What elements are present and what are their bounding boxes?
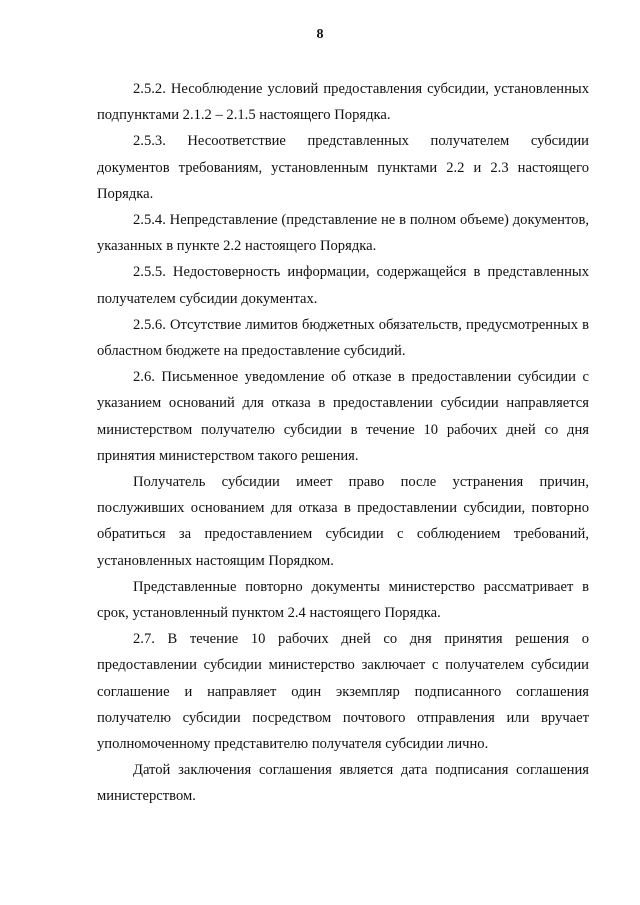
paragraph-agreement-date: Датой заключения соглашения является дата подписания соглашения министерством.: [97, 762, 589, 805]
paragraph-2-5-4: 2.5.4. Непредставление (представление не в полном объеме) документов, указанных в пункте 2.2 настоящего Порядка.: [97, 212, 589, 255]
page-number: 8: [316, 27, 324, 42]
paragraph-2-5-2: 2.5.2. Несоблюдение условий предоставления субсидии, установленных подпунктами 2.1.2 – 2.1.5 настоящего Порядка.: [97, 81, 589, 124]
paragraph-2-7: 2.7. В течение 10 рабочих дней со дня принятия решения о предоставлении субсидии министерство заключает с получателем субсидии соглашение и направляет один экземпляр подписанного соглашения получателю субсидии посредством почтового отправления или вручает уполномоченному представителю получателя субсидии лично.: [97, 631, 589, 753]
document-body: [97, 76, 589, 810]
paragraph-resubmission-review: Представленные повторно документы министерство рассматривает в срок, установленный пунктом 2.4 настоящего Порядка.: [97, 578, 589, 622]
paragraph-2-5-5: 2.5.5. Недостоверность информации, содержащейся в представленных получателем субсидии документах.: [97, 264, 589, 307]
paragraph-2-5-3: 2.5.3. Несоответствие представленных получателем субсидии документов требованиям, установленным пунктами 2.2 и 2.3 настоящего Порядка.: [97, 133, 589, 202]
paragraph-2-5-6: 2.5.6. Отсутствие лимитов бюджетных обязательств, предусмотренных в областном бюджете на предоставление субсидий.: [97, 316, 589, 360]
paragraph-2-6: 2.6. Письменное уведомление об отказе в предоставлении субсидии с указанием оснований для отказа в предоставлении субсидии направляется министерством получателю субсидии в течение 10 рабочих дней со дня принятия министерством такого решения.: [97, 369, 589, 464]
paragraph-resubmission-right: Получатель субсидии имеет право после устранения причин, послуживших основанием для отказа в предоставлении субсидии, повторно обратиться за предоставлением субсидии с соблюдением требований, установленных настоящим Порядком.: [97, 474, 589, 569]
